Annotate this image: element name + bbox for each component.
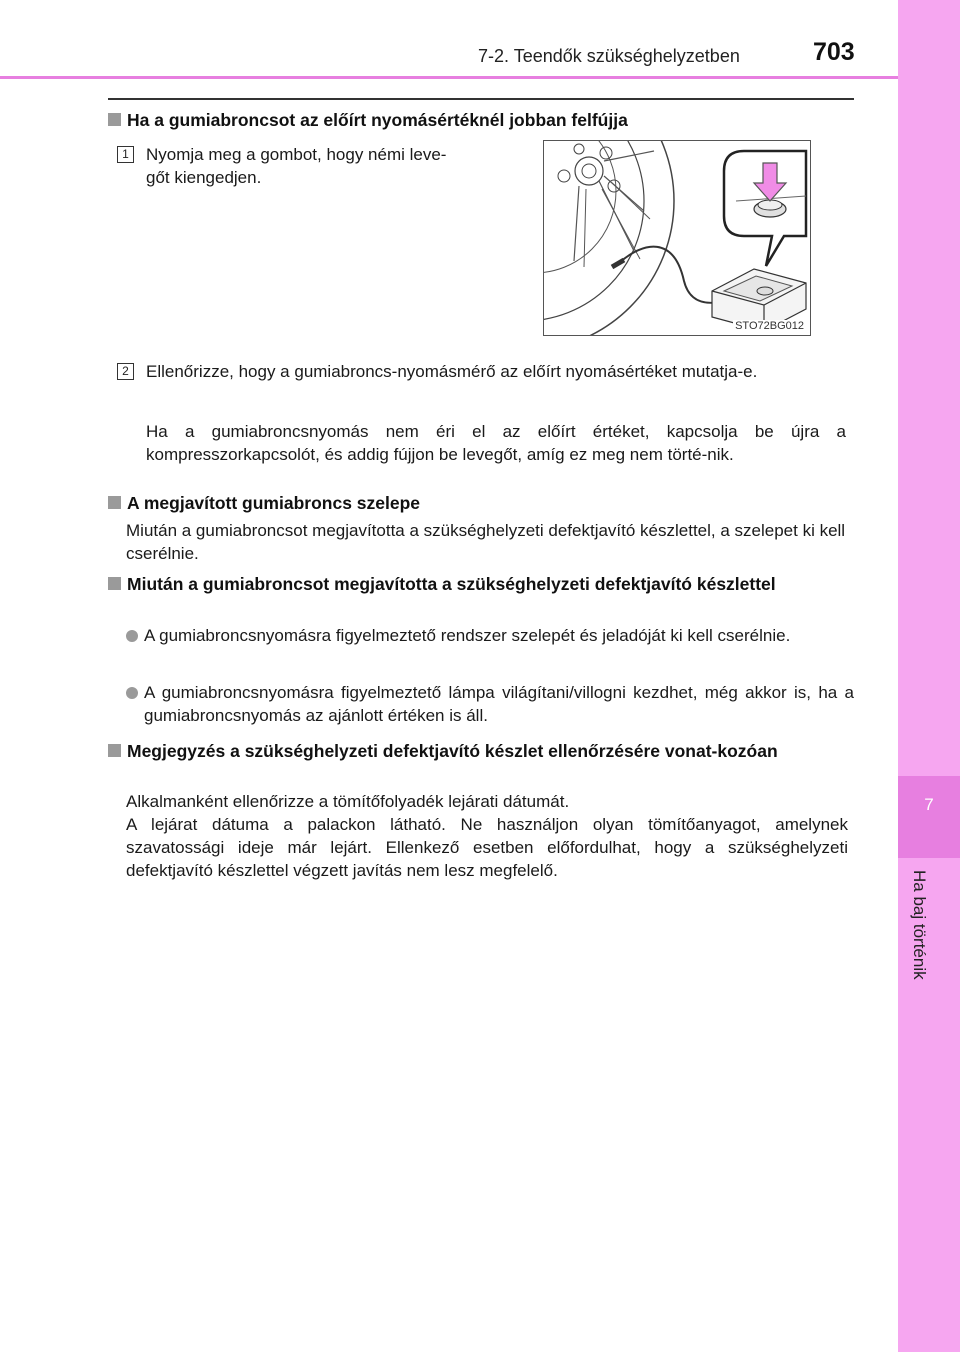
heading-text: A megjavított gumiabroncs szelepe	[127, 493, 421, 513]
square-marker-icon	[108, 496, 121, 509]
after-repair-bullet-2: A gumiabroncsnyomásra figyelmeztető lámpa világítani/villogni kezdhet, még akkor is, ha a gumiabroncsnyomás az ajánlott értéken is áll.	[144, 683, 854, 725]
kit-note-line1: Alkalmanként ellenőrizze a tömítőfolyadék lejárati dátumát.	[126, 792, 570, 811]
header-divider	[0, 76, 898, 79]
step-number-1: 1	[117, 146, 134, 163]
step1-line1: Nyomja meg a gombot, hogy némi leve-	[146, 145, 447, 164]
chapter-number: 7	[924, 795, 934, 814]
step1-line2: gőt kiengedjen.	[146, 168, 262, 187]
heading-text: Megjegyzés a szükséghelyzeti defektjavító készlet ellenőrzésére vonat-kozóan	[127, 741, 778, 761]
step2-text: Ellenőrizze, hogy a gumiabroncs-nyomásmérő az előírt nyomásértéket mutatja-e.	[146, 362, 758, 381]
figure-code: STO72BG012	[735, 320, 804, 332]
step-number-2: 2	[117, 363, 134, 380]
heading-kit-note	[108, 740, 854, 763]
square-marker-icon	[108, 577, 121, 590]
section-title: 7-2. Teendők szükséghelyzetben	[478, 46, 740, 66]
square-marker-icon	[108, 744, 121, 757]
heading-text: Miután a gumiabroncsot megjavította a szükséghelyzeti defektjavító készlettel	[127, 574, 776, 594]
illustration-drawing	[544, 141, 811, 336]
step2-note: Ha a gumiabroncsnyomás nem éri el az előírt értéket, kapcsolja be újra a kompresszorkapcsolót, és addig fújjon be levegőt, amíg ez meg nem törté-nik.	[146, 422, 846, 464]
compressor-illustration	[543, 140, 811, 336]
bullet-dot-icon	[126, 630, 138, 642]
heading-text: Ha a gumiabroncsot az előírt nyomásértéknél jobban felfújja	[127, 110, 628, 130]
chapter-sidebar	[898, 0, 960, 1352]
heading-valve	[108, 492, 420, 515]
chapter-title: Ha baj történik	[910, 870, 929, 980]
heading-overinflated	[108, 109, 628, 132]
heading-after-repair	[108, 573, 854, 596]
kit-note-text: A lejárat dátuma a palackon látható. Ne használjon olyan tömítőanyagot, amelynek szavatossági ideje már lejárt. Ellenkező esetben előfordulhat, hogy a szükséghelyzeti defektjavító készlettel végzett javítás nem lesz megfelelő.	[126, 815, 848, 880]
after-repair-bullet-1: A gumiabroncsnyomásra figyelmeztető rendszer szelepét és jeladóját ki kell cserélnie.	[144, 626, 791, 645]
step1-text	[146, 143, 526, 189]
chapter-tab[interactable]	[898, 776, 960, 858]
page-number: 703	[813, 38, 855, 66]
square-marker-icon	[108, 113, 121, 126]
bullet-dot-icon	[126, 687, 138, 699]
valve-text: Miután a gumiabroncsot megjavította a szükséghelyzeti defektjavító készlettel, a szelepet ki kell cserélnie.	[126, 521, 846, 563]
content-rule	[108, 98, 854, 100]
